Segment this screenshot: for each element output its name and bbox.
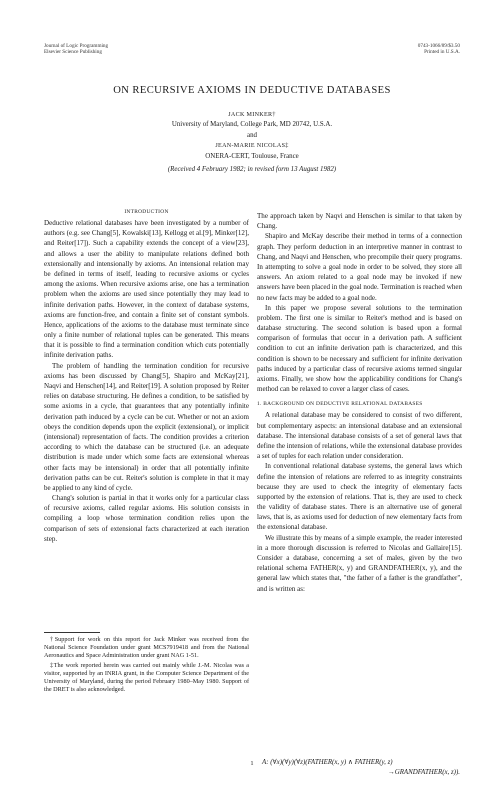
left-column xyxy=(44,208,249,544)
paragraph: In conventional relational database systems, the general laws which define the intension of relations are referred to as integrity constraints because they are used to check the integrity of elementary facts supported by the extension of relations. That is, they are used to check the validity of database states. There is an alternative use of general laws, that is, as axioms used for deduction of new elementary facts from the extensional database. xyxy=(257,462,462,532)
paragraph: The approach taken by Naqvi and Henschen is similar to that taken by Chang. xyxy=(257,212,462,231)
paragraph: Shapiro and McKay describe their method in terms of a connection graph. They perform deduction in an interpretive manner in contrast to Chang, and Naqvi and Henschen, who precompile their query programs. In attempting to solve a goal node in order to be solved, they store all answers. An axiom related to a goal node may be invoked if new answers have been placed in the goal node. Termination is reached when no new facts may be added to a goal node. xyxy=(257,232,462,302)
paper-title: ON RECURSIVE AXIOMS IN DEDUCTIVE DATABASES xyxy=(113,85,391,96)
paragraph: In this paper we propose several solutions to the termination problem. The first one is similar to Reiter's method and is based on database structuring. The second solution is based upon a formal comparison of formulas that occur in a derivation path. A sufficient condition to cut an infinite derivation path is characterized, and this condition is shown to be necessary and sufficient for infinite derivation paths induced by a particular class of recursive axioms termed singular axioms. Finally, we show how the applicability conditions for Chang's method can be relaxed to cover a larger class of cases. xyxy=(257,303,462,394)
footnote: ‡The work reported herein was carried out mainly while J.-M. Nicolas was a visitor, supported by an INRIA grant, in the Computer Science Department of the University of Maryland, during the period February 1980–May 1980. Support of the DRET is also acknowledged. xyxy=(44,661,249,694)
journal-name: Journal of Logic Programming xyxy=(44,43,109,49)
introduction-heading: INTRODUCTION xyxy=(124,209,169,215)
paragraph: The problem of handling the termination condition for recursive axioms has been discussed by Chang[5], Shapiro and McKay[21], Naqvi and Henschen[14], and Reiter[19]. A solution proposed by Reiter relies on database structuring. He defines a condition, to be satisfied by some axioms in a cycle, that guarantees that any potentially infinite derivation path induced by a cycle can be cut. Whether or not an axiom obeys the condition depends upon the explicit (extensional), or implicit (intensional) representation of facts. The condition provides a criterion according to which the database can be structured (i.e. an adequate distribution is made under which some facts are extensional whereas other facts may be intensional) in order that all potentially infinite derivation paths can be cut. Reiter's solution is complete in that it may be applied to any kind of cycle. xyxy=(44,361,249,492)
formula-line: A: (∀x)(∀y)(∀z)(FATHER(x, y) ∧ FATHER(y, z) xyxy=(262,759,393,766)
section-heading: 1. BACKGROUND ON DEDUCTIVE RELATIONAL DATABASES xyxy=(257,401,423,408)
paragraph: Deductive relational databases have been investigated by a number of authors (e.g. see Chang[5], Kowalski[13], Kellogg et al.[9], Minker[12], and Reiter[17]). Such a capability extends the concept of a view[23], and allows a user the ability to manipulate relations defined both extensionally and intensionally by axioms. An intensional relation may be defined in terms of itself, leading to recursive axioms or cycles among the axioms. When recursive axioms arise, one has a termination problem when the axioms are used since potentially they may lead to infinite derivation paths. However, in the context of database systems, axioms are function-free, and contain a finite set of constant symbols. Hence, applications of the axioms to the database must terminate since only a finite number of relational tuples can be generated. This means that it is possible to find a termination condition which cuts potentially infinite derivation paths. xyxy=(44,219,249,360)
author-conjunction: and xyxy=(247,131,257,139)
publisher-line: Elsevier Science Publishing xyxy=(44,49,102,56)
page-number: 1 xyxy=(250,760,254,767)
footnote: †Support for work on this report for Jack Minker was received from the National Science Foundation under grant MCS7919418 and from the National Aeronautics and Space Administration under grant NAG 1-51. xyxy=(44,636,249,660)
author-1-name: JACK MINKER† xyxy=(228,112,276,118)
received-date: (Received 4 February 1982; in revised form 13 August 1982) xyxy=(167,166,337,174)
author-block xyxy=(0,110,504,175)
paragraph: We illustrate this by means of a simple example, the reader interested in a more thorough discussion is referred to Nicolas and Gallaire[15]. Consider a database, concerning a set of males, given by the two relational schema FATHER(x, y) and GRANDFATHER(x, y), and the general law which states that, "the father of a father is the grandfather", and is written as: xyxy=(257,533,462,593)
footnote-rule xyxy=(44,632,100,633)
author-1-affiliation: University of Maryland, College Park, MD 20742, U.S.A. xyxy=(171,121,333,129)
journal-header xyxy=(44,43,108,56)
right-column xyxy=(257,211,462,594)
issn-header xyxy=(418,43,460,56)
paragraph: A relational database may be considered to consist of two different, but complementary aspects: an intensional database and an extensional database. The intensional database consists of a set of general laws that define the intension of relations, while the extensional database provides a set of tuples for each relation under consideration. xyxy=(257,411,462,461)
issn-line: 0743-1066/89/$3.50 xyxy=(417,43,460,49)
footnotes xyxy=(44,636,249,695)
author-2-affiliation: ONERA-CERT, Toulouse, France xyxy=(205,152,299,160)
formula-line: →GRANDFATHER(x, z)). xyxy=(387,769,460,776)
paragraph: Chang's solution is partial in that it works only for a particular class of recursive axioms, called regular axioms. His solution consists in compiling a loop whose termination condition relies upon the comparison of sets of extensional facts characterized at each iteration step. xyxy=(44,494,249,543)
author-2-name: JEAN-MARIE NICOLAS‡ xyxy=(215,143,289,150)
printed-in-line: Printed in U.S.A. xyxy=(424,49,460,56)
